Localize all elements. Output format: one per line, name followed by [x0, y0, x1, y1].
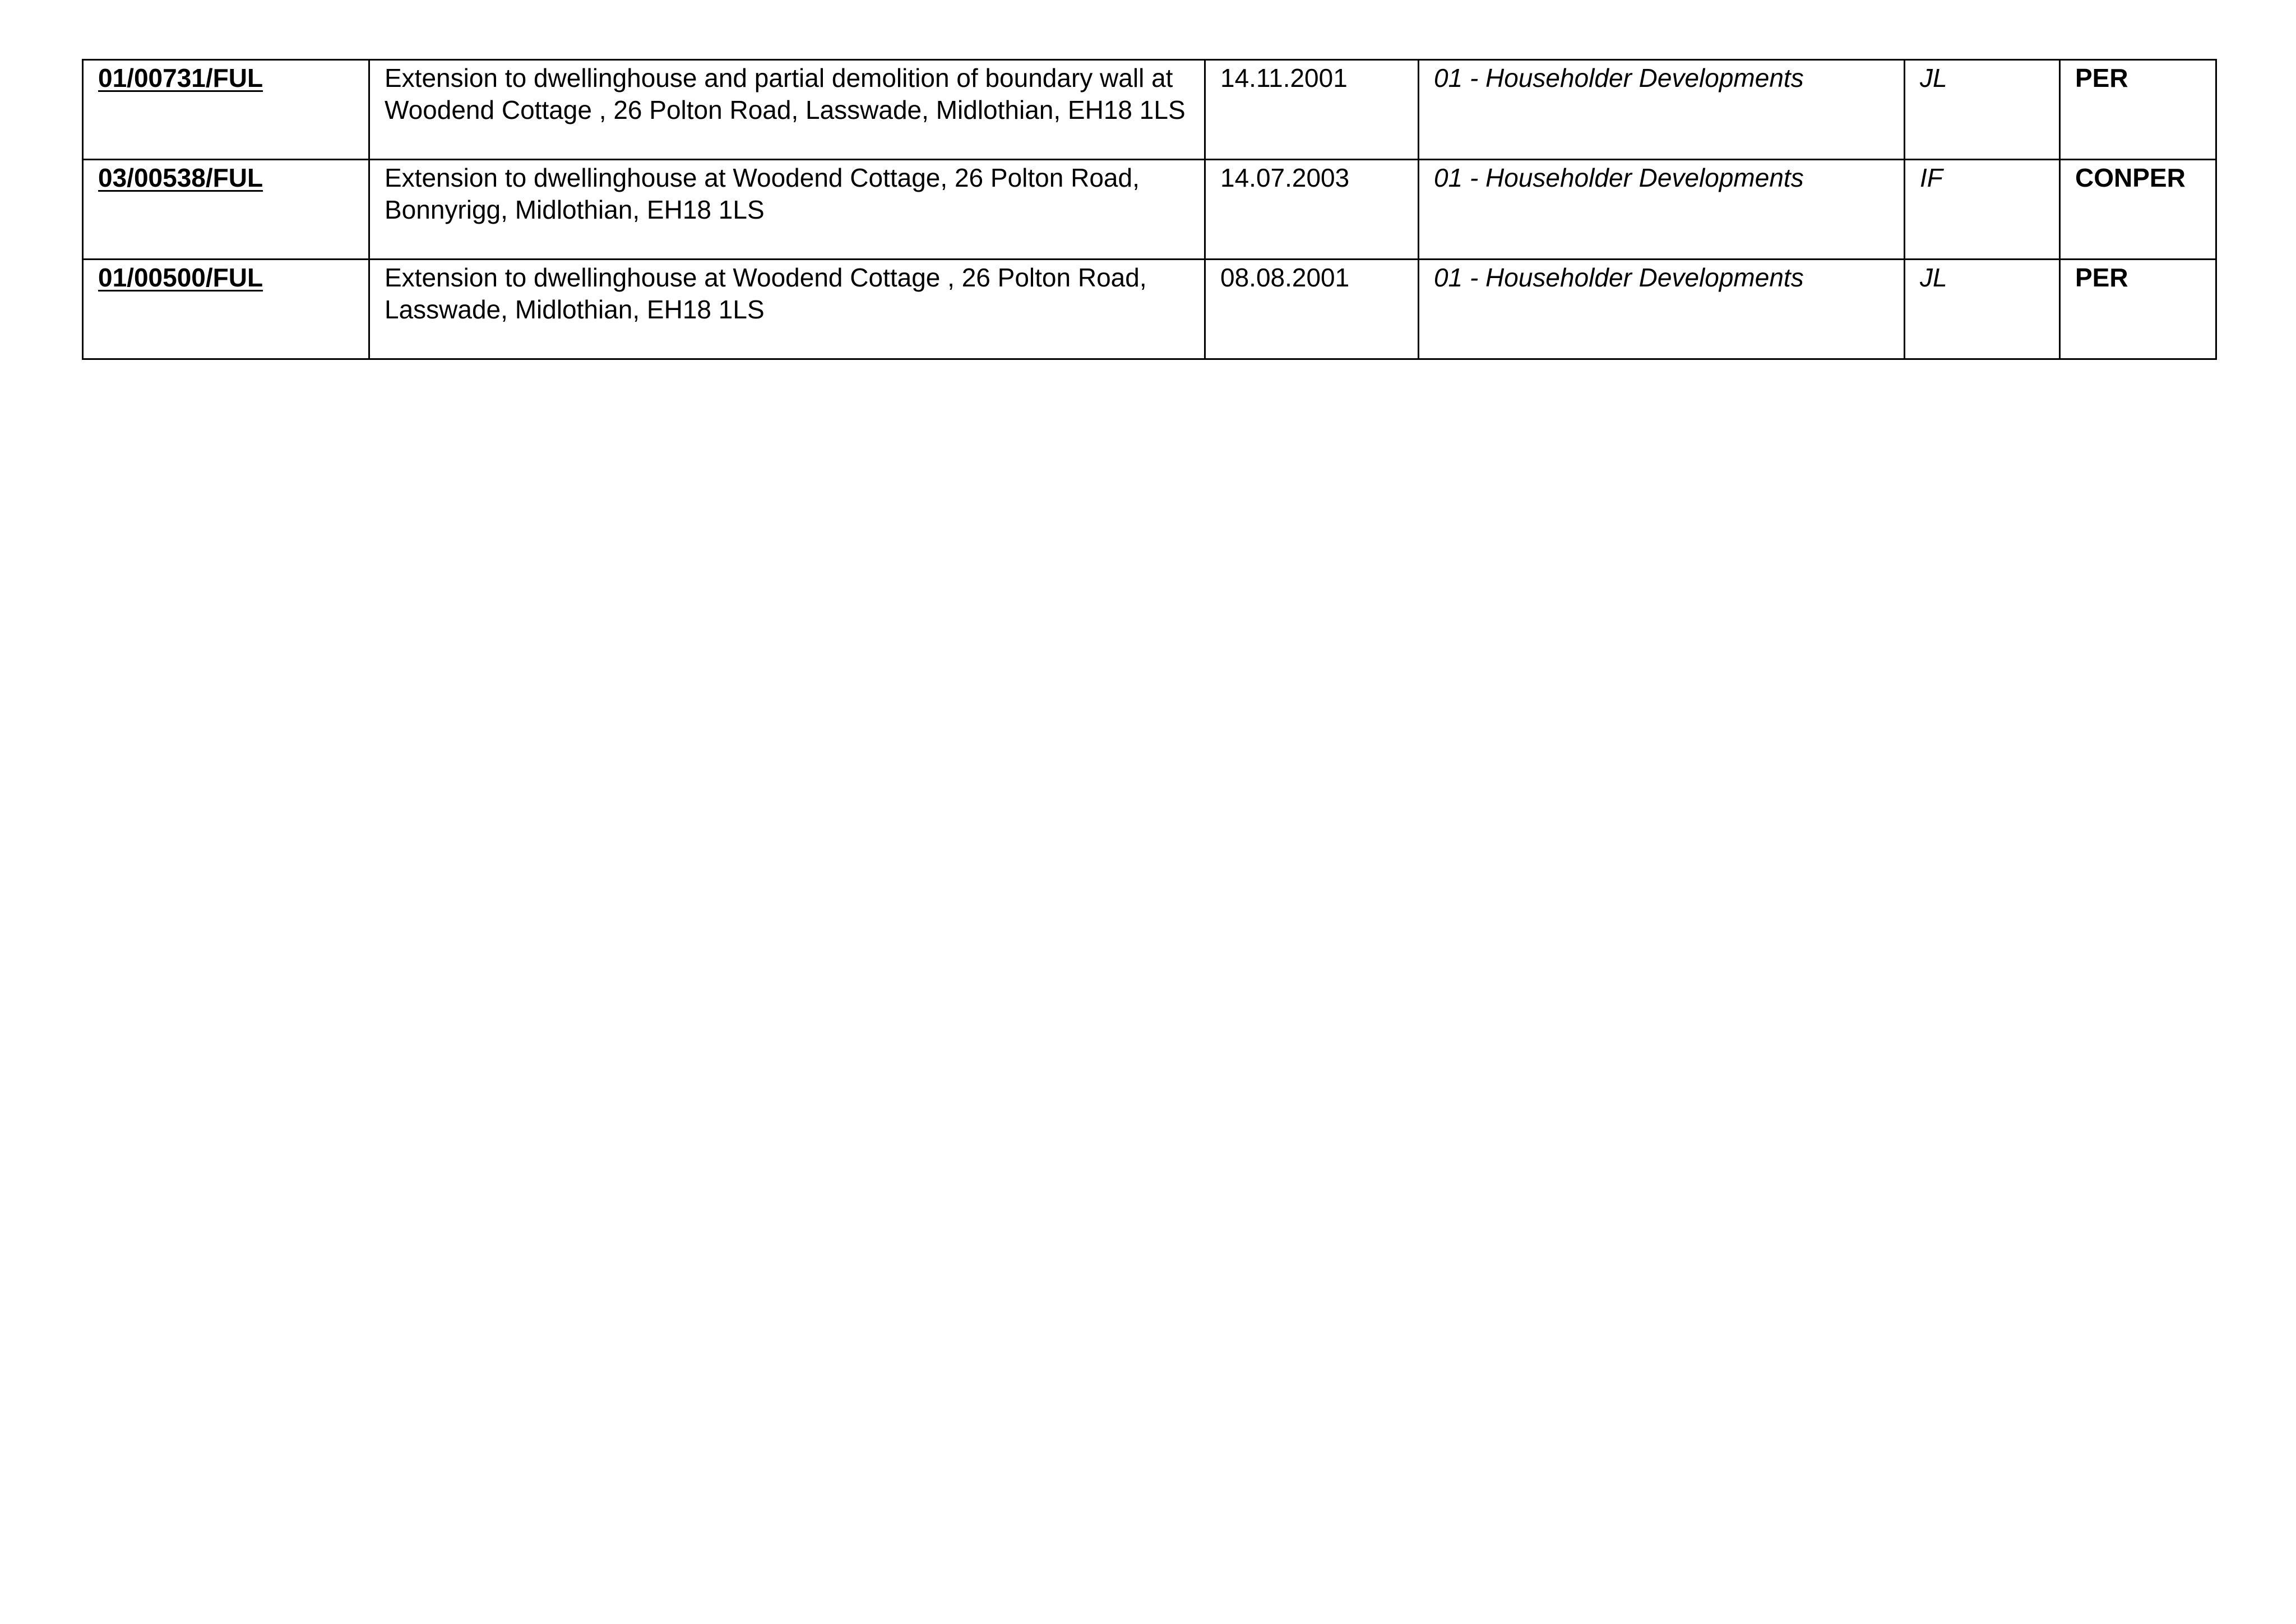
application-reference-link[interactable]: 01/00500/FUL — [98, 263, 263, 292]
officer-cell: JL — [1905, 260, 2060, 359]
reference-cell — [83, 60, 369, 160]
table-row — [83, 260, 2216, 359]
application-reference-link[interactable]: 01/00731/FUL — [98, 63, 263, 92]
description-cell: Extension to dwellinghouse at Woodend Cottage , 26 Polton Road, Lasswade, Midlothian, EH18 1LS — [369, 260, 1205, 359]
officer-cell: JL — [1905, 60, 2060, 160]
category-cell: 01 - Householder Developments — [1419, 260, 1905, 359]
decision-cell: CONPER — [2060, 160, 2216, 260]
reference-cell — [83, 160, 369, 260]
application-reference-link[interactable]: 03/00538/FUL — [98, 163, 263, 192]
officer-cell: IF — [1905, 160, 2060, 260]
date-cell: 14.07.2003 — [1205, 160, 1419, 260]
date-cell: 08.08.2001 — [1205, 260, 1419, 359]
decision-cell: PER — [2060, 260, 2216, 359]
planning-applications-table — [82, 59, 2217, 360]
decision-cell: PER — [2060, 60, 2216, 160]
category-cell: 01 - Householder Developments — [1419, 60, 1905, 160]
description-cell: Extension to dwellinghouse at Woodend Cottage, 26 Polton Road, Bonnyrigg, Midlothian, EH18 1LS — [369, 160, 1205, 260]
table-row — [83, 60, 2216, 160]
date-cell: 14.11.2001 — [1205, 60, 1419, 160]
description-cell: Extension to dwellinghouse and partial demolition of boundary wall at Woodend Cottage , 26 Polton Road, Lasswade, Midlothian, EH18 1LS — [369, 60, 1205, 160]
reference-cell — [83, 260, 369, 359]
table-row — [83, 160, 2216, 260]
category-cell: 01 - Householder Developments — [1419, 160, 1905, 260]
